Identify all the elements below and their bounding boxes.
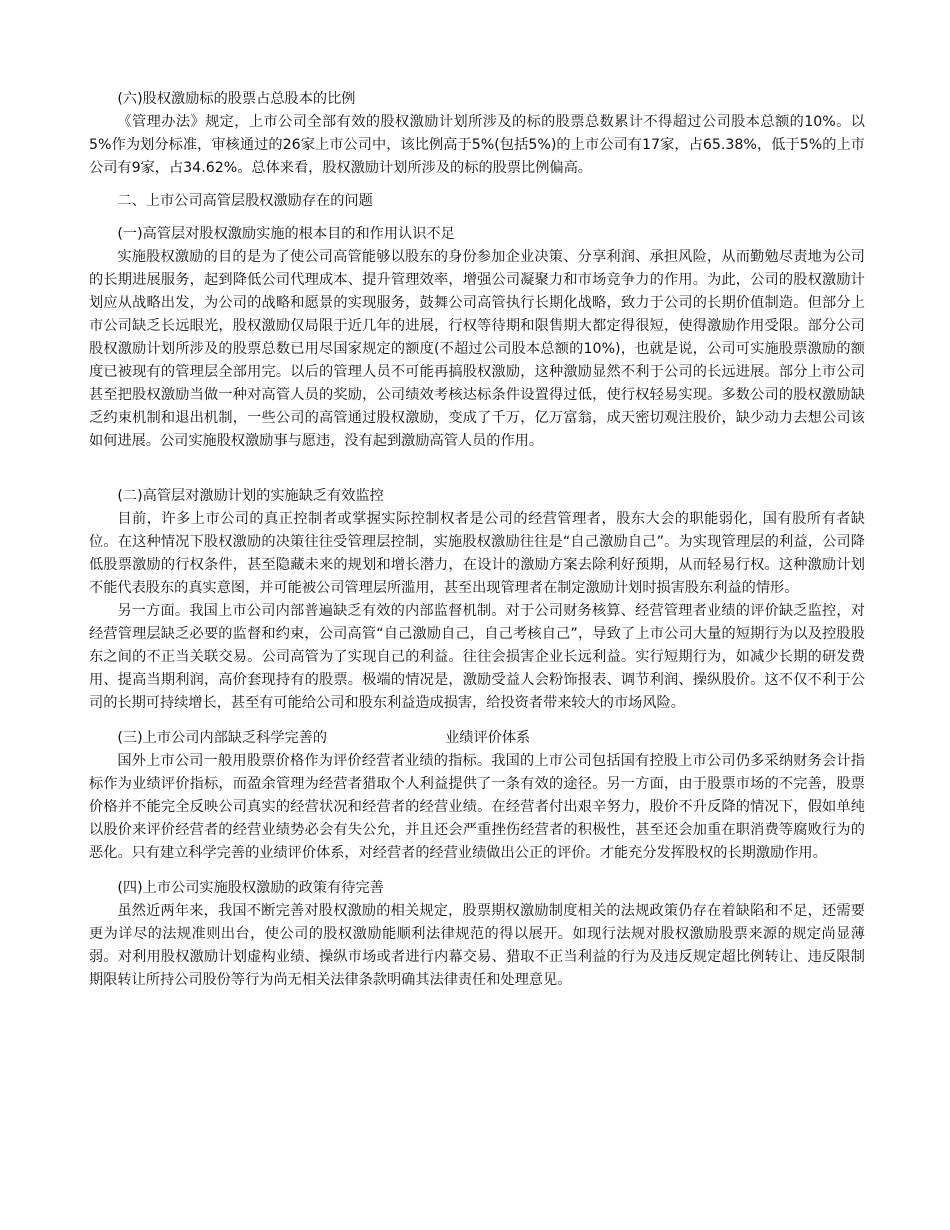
issue4-heading: (四)上市公司实施股权激励的政策有待完善 <box>117 880 384 896</box>
issue3-body: 国外上市公司一般用股票价格作为评价经营者业绩的指标。我国的上市公司包括国有控股上市公司仍多采纳财务会计指标作为业绩评价指标，而盈余管理为经营者猎取个人利益提供了一条有效的途径。另一方面，由于股票市场的不完善，股票价格并不能完全反映公司真实的经营状况和经营者的经营业绩。在经营者付出艰辛努力，股价不升反降的情况下，假如单纯以股价来评价经营者的经营业绩势必会有失公允，并且还会严重挫伤经营者的积极性，甚至还会加重在职消费等腐败行为的恶化。只有建立科学完善的业绩评价体系，对经营者的经营业绩做出公正的评价。才能充分发挥股权的长期激励作用。 <box>89 753 865 861</box>
part2-heading: 二、上市公司高管层股权激励存在的问题 <box>117 193 373 209</box>
issue1-body: 实施股权激励的目的是为了使公司高管能够以股东的身份参加企业决策、分享利润、承担风险，从而勤勉尽责地为公司的长期进展服务，起到降低公司代理成本、提升管理效率，增强公司凝聚力和市场竞争力的作用。为此，公司的股权激励计划应从战略出发，为公司的战略和愿景的实现服务，鼓舞公司高管执行长期化战略，致力于公司的长期价值制造。但部分上市公司缺乏长远眼光，股权激励仅局限于近几年的进展，行权等待期和限售期大都定得很短，使得激励作用受限。部分公司股权激励计划所涉及的股票总数已用尽国家规定的额度(不超过公司股本总额的10%)，也就是说，公司可实施股票激励的额度已被现有的管理层全部用完。以后的管理人员不可能再搞股权激励，这种激励显然不利于公司的长远进展。部分上市公司甚至把股权激励当做一种对高管人员的奖励，公司绩效考核达标条件设置得过低，使行权轻易实现。多数公司的股权激励缺乏约束机制和退出机制，一些公司的高管通过股权激励，变成了千万，亿万富翁，成天密切观注股价，缺少动力去想公司该如何进展。公司实施股权激励事与愿违，没有起到激励高管人员的作用。 <box>89 249 865 449</box>
issue2-body1: 目前，许多上市公司的真正控制者或掌握实际控制权者是公司的经营管理者，股东大会的职能弱化，国有股所有者缺位。在这种情况下股权激励的决策往往受管理层控制，实施股权激励往往是“自己激励自己”。为实现管理层的利益，公司降低股票激励的行权条件，甚至隐藏未来的规划和增长潜力，在设计的激励方案去除利好预期，从而轻易行权。这种激励计划不能代表股东的真实意图，并可能被公司管理层所滥用，甚至出现管理者在制定激励计划时损害股东利益的情形。 <box>89 511 865 596</box>
issue4-body: 虽然近两年来，我国不断完善对股权激励的相关规定，股票期权激励制度相关的法规政策仍存在着缺陷和不足，还需要更为详尽的法规准则出台，使公司的股权激励能顺利法律规范的得以展开。如现行法规对股权激励股票来源的规定尚显薄弱。对利用股权激励计划虚构业绩、操纵市场或者进行内幕交易、猎取不正当利益的行为及违反规定超比例转让、违反限制期限转让所持公司股份等行为尚无相关法律条款明确其法律责任和处理意见。 <box>89 903 865 988</box>
document-page <box>89 88 865 992</box>
issue3-heading <box>89 727 865 750</box>
issue3-heading-part-a: (三)上市公司内部缺乏科学完善的 <box>117 730 328 746</box>
section6-body: 《管理办法》规定，上市公司全部有效的股权激励计划所涉及的标的股票总数累计不得超过公司股本总额的10%。以5%作为划分标准，审核通过的26家上市公司中，该比例高于5%(包括5%)的上市公司有17家，占65.38%，低于5%的上市公司有9家，占34.62%。总体来看，股权激励计划所涉及的标的股票比例偏高。 <box>89 114 865 176</box>
issue2-heading: (二)高管层对激励计划的实施缺乏有效监控 <box>117 488 384 504</box>
issue3-heading-part-b: 业绩评价体系 <box>445 730 531 746</box>
issue1-heading: (一)高管层对股权激励实施的根本目的和作用认识不足 <box>117 226 455 242</box>
section6-heading: (六)股权激励标的股票占总股本的比例 <box>117 91 356 107</box>
issue2-body2: 另一方面。我国上市公司内部普遍缺乏有效的内部监督机制。对于公司财务核算、经营管理者业绩的评价缺乏监控，对经营管理层缺乏必要的监督和约束，公司高管“自己激励自己，自己考核自己”，导致了上市公司大量的短期行为以及控股股东之间的不正当关联交易。公司高管为了实现自己的利益。往往会损害企业长远利益。实行短期行为，如减少长期的研发费用、提高当期利润，高价套现持有的股票。极端的情况是，激励受益人会粉饰报表、调节利润、操纵股价。这不仅不利于公司的长期可持续增长，甚至有可能给公司和股东利益造成损害，给投资者带来较大的市场风险。 <box>89 603 865 711</box>
